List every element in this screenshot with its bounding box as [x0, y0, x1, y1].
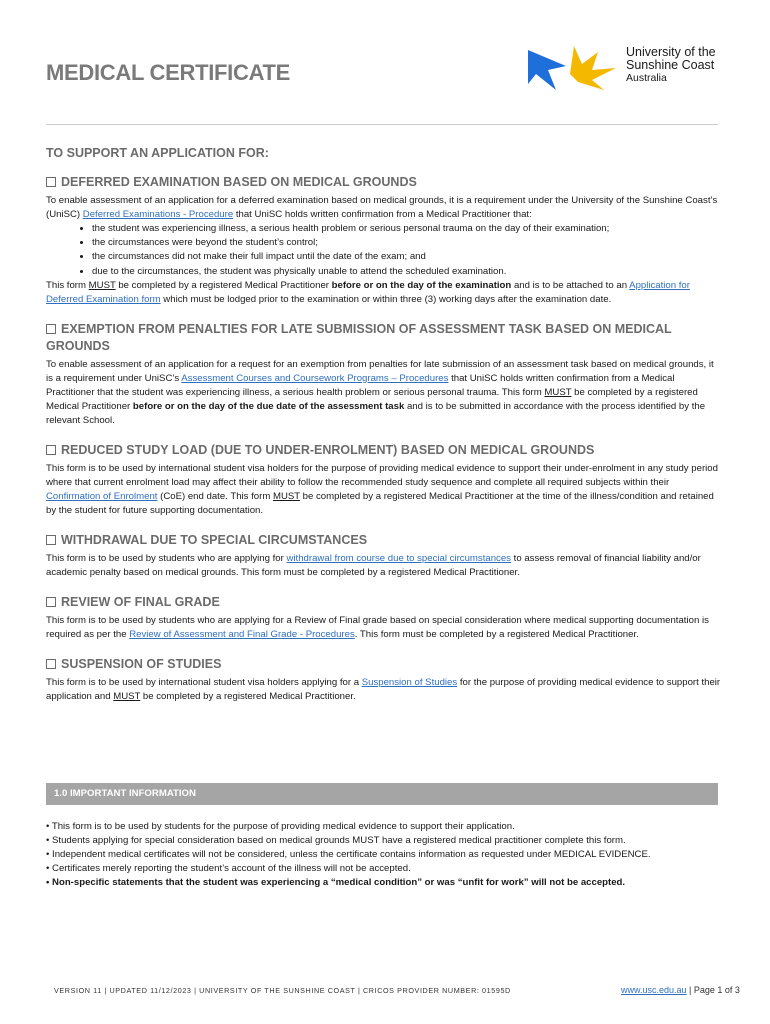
logo-emblem-icon — [526, 44, 618, 92]
section-withdrawal — [46, 532, 722, 580]
page-title: MEDICAL CERTIFICATE — [46, 60, 291, 85]
list-item: • due to the circumstances, the student was physically unable to attend the scheduled examination. — [92, 265, 722, 279]
deferred-procedure-link[interactable]: Deferred Examinations - Procedure — [82, 209, 234, 220]
list-item: • Independent medical certificates will not be considered, unless the certificate contains information as requested under MEDICAL EVIDENCE. — [46, 849, 651, 861]
logo-line-1: University of the — [626, 45, 716, 59]
section-reduced-study-load — [46, 442, 722, 518]
review-text: This form is to be used by students who are applying for a Review of Final grade based on special consideration where medical supporting documentation is required as per the Review of Assessment and Final Grade - Procedures. This form must be completed by a registered Medical Practitioner. — [46, 614, 709, 640]
list-item: • Certificates merely reporting the student’s account of the illness will not be accepted. — [46, 863, 411, 875]
deferred-instructions: This form MUST be completed by a registered Medical Practitioner before or on the day of the examination and is to be attached to an Application for Deferred Examination form which must be lodged prior to the examination or within three (3) working days after the examination date. — [46, 279, 690, 305]
main-content — [46, 146, 722, 718]
suspension-text: This form is to be used by international student visa holders applying for a Suspension of Studies for the purpose of providing medical evidence to support their application and MUST be completed by a registered Medical Practitioner. — [46, 676, 721, 702]
footer-page-info — [621, 985, 740, 995]
section-suspension-of-studies — [46, 656, 722, 704]
list-item: • the student was experiencing illness, a serious health problem or serious personal trauma on the day of their examination; — [92, 222, 722, 236]
important-info-list — [46, 820, 714, 890]
support-heading: TO SUPPORT AN APPLICATION FOR: — [46, 146, 269, 160]
section-exemption-late-submission — [46, 321, 722, 428]
withdrawal-link[interactable]: withdrawal from course due to special circumstances — [286, 552, 511, 564]
logo-line-2: Sunshine Coast — [626, 58, 715, 72]
exemption-text: To enable assessment of an application for a request for an exemption from penalties for late submission of an assessment task based on medical grounds, it is a requirement under UniSC’s Assessment Courses and Coursework Programs – Procedures that UniSC holds written confirmation from a Medical Practitioner that the student was experiencing illness, a serious health problem or serious personal trauma. This form MUST be completed by a registered Medical Practitioner before or on the day of the due date of the assessment task and is to be submitted in accordance with the process identified by the relevant School. — [46, 358, 714, 426]
suspension-heading: SUSPENSION OF STUDIES — [61, 656, 222, 671]
list-item: • Non-specific statements that the student was experiencing a “medical condition” or was “unfit for work” will not be accepted. — [46, 877, 626, 889]
review-heading: REVIEW OF FINAL GRADE — [61, 594, 220, 609]
assessment-procedures-link[interactable]: Assessment Courses and Coursework Programs – Procedures — [181, 372, 449, 384]
withdrawal-heading: WITHDRAWAL DUE TO SPECIAL CIRCUMSTANCES — [61, 532, 368, 547]
header-divider — [46, 124, 718, 125]
page-number: | Page 1 of 3 — [686, 985, 740, 995]
suspension-link[interactable]: Suspension of Studies — [361, 676, 458, 688]
deferred-criteria-list — [46, 222, 722, 279]
withdrawal-checkbox[interactable] — [46, 535, 56, 545]
exemption-checkbox[interactable] — [46, 324, 56, 334]
deferred-application-form-link[interactable]: Application for Deferred Examination form — [46, 279, 690, 305]
reduced-text: This form is to be used by international student visa holders for the purpose of providing medical evidence to support their under-enrolment in any study period where that current enrolment load may affect their ability to follow the recommended study sequence and complete all required subjects within their Confirmation of Enrolment (CoE) end date. This form MUST be completed by a registered Medical Practitioner at the time of the illness/condition and retained by the student for future supporting documentation. — [46, 462, 718, 516]
deferred-intro: To enable assessment of an application for a deferred examination based on medical grounds, it is a requirement under the University of the Sunshine Coast’s (UniSC) Deferred Examinations - Procedure that UniSC holds written confirmation from a Medical Practitioner that: — [46, 195, 718, 220]
section-review-final-grade — [46, 594, 722, 642]
confirmation-of-enrolment-link[interactable]: Confirmation of Enrolment — [46, 490, 158, 502]
reduced-checkbox[interactable] — [46, 445, 56, 455]
important-info-heading: 1.0 IMPORTANT INFORMATION — [46, 783, 718, 805]
exemption-heading: EXEMPTION FROM PENALTIES FOR LATE SUBMISSION OF ASSESSMENT TASK BASED ON MEDICAL GROUNDS — [46, 321, 672, 353]
review-procedures-link[interactable]: Review of Assessment and Final Grade - Procedures — [129, 628, 355, 640]
review-checkbox[interactable] — [46, 597, 56, 607]
list-item: • Students applying for special consideration based on medical grounds MUST have a registered medical practitioner complete this form. — [46, 835, 626, 847]
list-item: • This form is to be used by students for the purpose of providing medical evidence to support their application. — [46, 821, 515, 832]
reduced-heading: REDUCED STUDY LOAD (DUE TO UNDER-ENROLMENT) BASED ON MEDICAL GROUNDS — [61, 442, 595, 457]
withdrawal-text: This form is to be used by students who are applying for withdrawal from course due to special circumstances to assess removal of financial liability and/or academic penalty based on medical grounds. This form must be completed by a registered Medical Practitioner. — [46, 552, 701, 578]
suspension-checkbox[interactable] — [46, 659, 56, 669]
footer-website-link[interactable]: www.usc.edu.au — [621, 985, 687, 995]
university-logo — [526, 44, 756, 92]
list-item: • the circumstances did not make their full impact until the date of the exam; and — [92, 250, 722, 264]
list-item: • the circumstances were beyond the student’s control; — [92, 236, 722, 250]
deferred-checkbox[interactable] — [46, 177, 56, 187]
section-deferred-examination — [46, 174, 722, 307]
deferred-heading: DEFERRED EXAMINATION BASED ON MEDICAL GROUNDS — [61, 175, 417, 189]
footer-version: VERSION 11 | UPDATED 11/12/2023 | UNIVERSITY OF THE SUNSHINE COAST | CRICOS PROVIDER NUMBER: 01595D — [54, 986, 511, 995]
logo-line-3: Australia — [626, 72, 667, 84]
